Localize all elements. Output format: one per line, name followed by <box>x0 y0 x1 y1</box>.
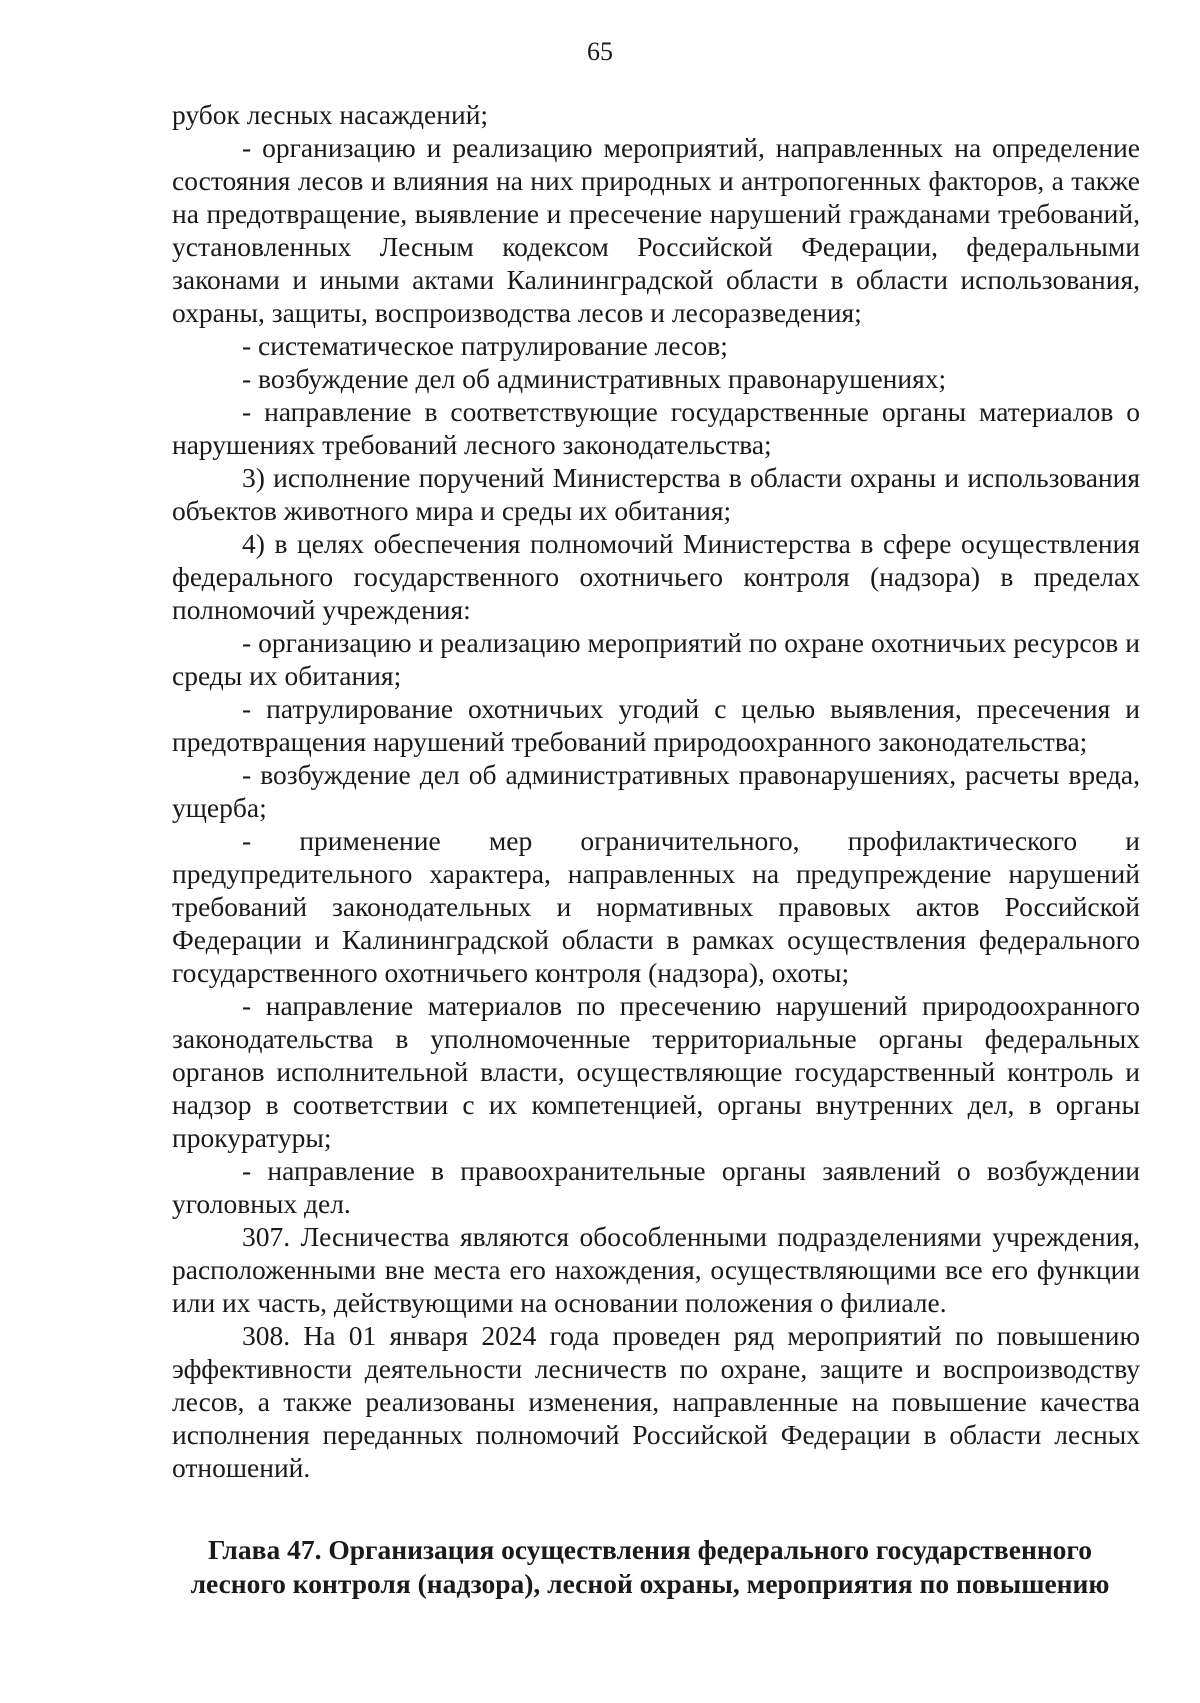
chapter-heading-line-1: Глава 47. Организация осуществления федерального государственного <box>208 1534 1092 1565</box>
paragraph: - организацию и реализацию мероприятий, направленных на определение состояния лесов и влияния на них природных и антропогенных факторов, а также на предотвращение, выявление и пресечение нарушений гражданами требований, установленных Лесным кодексом Российской Федерации, федеральными законами и иными актами Калининградской области в области использования, охраны, защиты, воспроизводства лесов и лесоразведения; <box>172 132 1140 328</box>
chapter-heading-line-2: лесного контроля (надзора), лесной охраны, мероприятия по повышению <box>190 1568 1110 1599</box>
page-number: 65 <box>587 37 613 66</box>
paragraph: рубок лесных насаждений; <box>172 99 489 130</box>
paragraph: - направление в соответствующие государственные органы материалов о нарушениях требований лесного законодательства; <box>172 396 1140 460</box>
paragraph: - возбуждение дел об административных правонарушениях, расчеты вреда, ущерба; <box>172 759 1140 823</box>
paragraph: - организацию и реализацию мероприятий по охране охотничьих ресурсов и среды их обитания; <box>172 627 1140 691</box>
paragraph: - патрулирование охотничьих угодий с целью выявления, пресечения и предотвращения нарушений требований природоохранного законодательства; <box>172 693 1140 757</box>
paragraph: 308. На 01 января 2024 года проведен ряд мероприятий по повышению эффективности деятельности лесничеств по охране, защите и воспроизводству лесов, а также реализованы изменения, направленные на повышение качества исполнения переданных полномочий Российской Федерации в области лесных отношений. <box>172 1320 1140 1483</box>
document-body <box>172 98 1140 1484</box>
chapter-heading <box>150 1533 1150 1601</box>
paragraph: - систематическое патрулирование лесов; <box>242 330 728 361</box>
paragraph: 307. Лесничества являются обособленными подразделениями учреждения, расположенными вне места его нахождения, осуществляющими все его функции или их часть, действующими на основании положения о филиале. <box>172 1221 1140 1318</box>
paragraph: - направление в правоохранительные органы заявлений о возбуждении уголовных дел. <box>172 1155 1140 1219</box>
paragraph: - возбуждение дел об административных правонарушениях; <box>242 363 947 394</box>
paragraph: 4) в целях обеспечения полномочий Министерства в сфере осуществления федерального государственного охотничьего контроля (надзора) в пределах полномочий учреждения: <box>172 528 1140 625</box>
paragraph: - применение мер ограничительного, профилактического и предупредительного характера, направленных на предупреждение нарушений требований законодательных и нормативных правовых актов Российской Федерации и Калининградской области в рамках осуществления федерального государственного охотничьего контроля (надзора), охоты; <box>172 825 1140 988</box>
paragraph: 3) исполнение поручений Министерства в области охраны и использования объектов животного мира и среды их обитания; <box>172 462 1140 526</box>
paragraph: - направление материалов по пресечению нарушений природоохранного законодательства в уполномоченные территориальные органы федеральных органов исполнительной власти, осуществляющие государственный контроль и надзор в соответствии с их компетенцией, органы внутренних дел, в органы прокуратуры; <box>172 990 1140 1153</box>
